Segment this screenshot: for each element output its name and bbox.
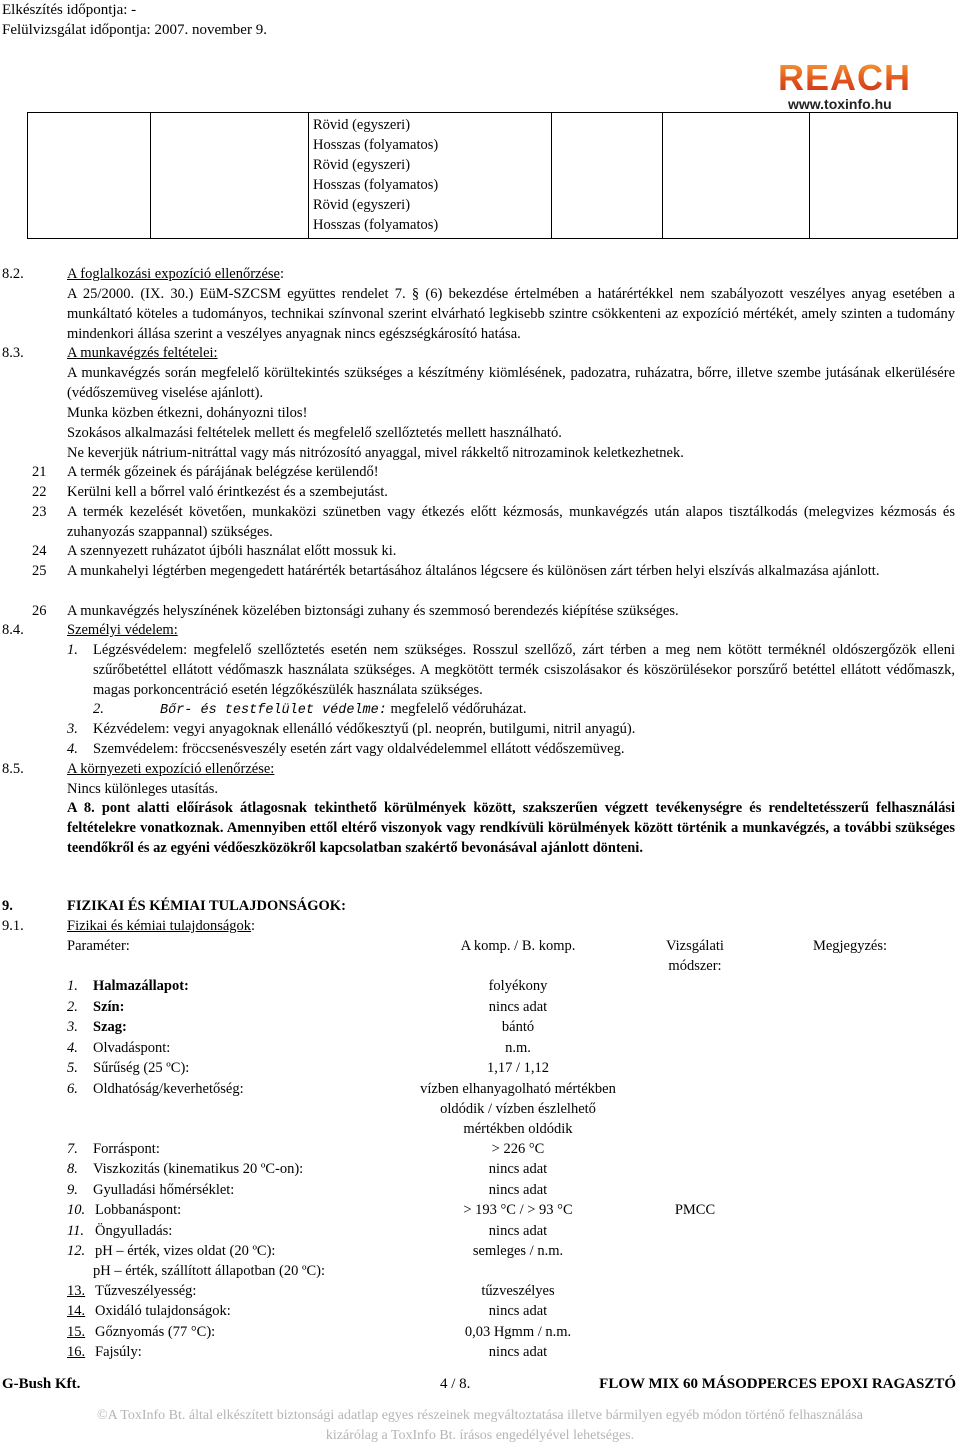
property-value: nincs adat	[488, 999, 548, 1015]
footer-product: FLOW MIX 60 MÁSODPERCES EPOXI RAGASZTÓ	[599, 1376, 956, 1392]
document-header	[2, 0, 267, 40]
footer-page: 4 / 8.	[440, 1376, 471, 1392]
property-value: 0,03 Hgmm / n.m.	[464, 1324, 572, 1340]
property-value: 1,17 / 1,12	[486, 1060, 550, 1076]
paragraph: Nincs különleges utasítás.	[67, 781, 219, 797]
logo-brand: REACH	[778, 60, 936, 96]
property-label: Szín:	[93, 999, 125, 1015]
phrase-number: 23	[32, 504, 47, 520]
phrase-text: A szennyezett ruházatot újbóli használat előtt mossuk ki.	[67, 543, 397, 559]
phrase-number: 25	[32, 563, 47, 579]
property-label: Halmazállapot:	[93, 978, 189, 994]
property-label: Oldhatóság/keverhetőség:	[93, 1081, 244, 1097]
table-cell-duration	[309, 113, 552, 239]
table-cell	[552, 113, 663, 239]
property-value: folyékony	[488, 978, 548, 994]
duration-row: Rövid (egyszeri)	[313, 117, 411, 133]
revision-date: Felülvizsgálat időpontja: 2007. november 9.	[2, 22, 267, 38]
property-label: pH – érték, vizes oldat (20 ºC):	[95, 1243, 276, 1259]
property-number: 11.	[67, 1223, 85, 1239]
property-value: > 226 °C	[491, 1141, 545, 1157]
exposure-table	[27, 112, 958, 239]
property-value: semleges / n.m.	[472, 1243, 564, 1259]
property-label: Gyulladási hőmérséklet:	[93, 1182, 235, 1198]
property-label: Fajsúly:	[95, 1344, 142, 1360]
paragraph: Ne keverjük nátrium-nitráttal vagy más nitrózosító anyaggal, mivel rákkeltő nitrozaminok keletkezhetnek.	[67, 445, 684, 461]
property-value: nincs adat	[488, 1182, 548, 1198]
phrase-number: 24	[32, 543, 47, 559]
section-title: Fizikai és kémiai tulajdonságok:	[67, 918, 256, 934]
property-number: 1.	[67, 978, 78, 994]
section-number: 9.	[2, 898, 13, 914]
property-number: 3.	[67, 1019, 78, 1035]
footer-company: G-Bush Kft.	[2, 1376, 81, 1392]
eye-protection: Szemvédelem: fröccsenésveszély esetén zárt vagy oldalvédelemmel ellátott védőszemüveg.	[93, 741, 625, 757]
property-number: 15.	[67, 1324, 86, 1340]
property-number: 4.	[67, 1040, 78, 1056]
reach-logo	[778, 57, 936, 114]
property-number: 7.	[67, 1141, 78, 1157]
property-label: pH – érték, szállított állapotban (20 ºC):	[93, 1263, 326, 1279]
column-header-param: Paraméter:	[67, 938, 130, 954]
paragraph: Szokásos alkalmazási feltételek mellett és megfelelő szellőztetés mellett használható.	[67, 425, 562, 441]
duration-row: Hosszas (folyamatos)	[313, 217, 439, 233]
property-number: 5.	[67, 1060, 78, 1076]
hand-protection: Kézvédelem: vegyi anyagoknak ellenálló védőkesztyű (pl. neoprén, butilgumi, nitril anyagú).	[93, 721, 636, 737]
paragraph: Munka közben étkezni, dohányozni tilos!	[67, 405, 308, 421]
phrase-number: 22	[32, 484, 47, 500]
phrase-number: 26	[32, 603, 47, 619]
property-label: Sűrűség (25 ºC):	[93, 1060, 190, 1076]
section-title: A környezeti expozíció ellenőrzése:	[67, 761, 275, 777]
property-number: 16.	[67, 1344, 86, 1360]
section-number: 8.3.	[2, 345, 24, 361]
phrase-text: A termék gőzeinek és párájának belégzése kerülendő!	[67, 464, 379, 480]
section-text: A 25/2000. (IX. 30.) EüM-SZCSM együttes rendelet 7. § (6) bekezdése értelmében a határértékkel nem szabályozott veszélyes anyag esetében a munkáltató köteles a tudományos, technikai színvonal szerint elvárható legkisebb szintre csökkenteni az expozíció mértékét, amely szinten a tudomány mindenkori állása szerint a veszélyes anyagnak nincs egészségkárosító hatása.	[67, 286, 955, 342]
property-number: 10.	[67, 1202, 86, 1218]
table-cell	[810, 113, 958, 239]
column-header-comp: A komp. / B. komp.	[460, 938, 576, 954]
property-label: Forráspont:	[93, 1141, 160, 1157]
list-number: 3.	[67, 721, 78, 737]
property-label: Oxidáló tulajdonságok:	[95, 1303, 231, 1319]
respiratory-protection: Légzésvédelem: megfelelő szellőztetés esetén nem szükséges. Rosszul szellőző, zárt térben a meg nem kötött terméknél oldószergőzök elleni szűrőbetéttel ellátott védőmaszk használata szükséges. A megkötött termék csiszolásakor és köszörülésekor porszűrő betéttel ellátott védőmaszk, magas porkoncentráció esetén légzőkészülék használata szükséges.	[93, 642, 955, 698]
phrase-text: A munkavégzés helyszínének közelében biztonsági zuhany és szemmosó berendezés kiépítése szükséges.	[67, 603, 679, 619]
section-number: 9.1.	[2, 918, 24, 934]
property-value: nincs adat	[488, 1344, 548, 1360]
duration-row: Hosszas (folyamatos)	[313, 137, 439, 153]
section-number: 8.2.	[2, 266, 24, 282]
property-label: Gőznyomás (77 °C):	[95, 1324, 216, 1340]
section-number: 8.4.	[2, 622, 24, 638]
property-number: 9.	[67, 1182, 78, 1198]
skin-protection: Bőr- és testfelület védelme: megfelelő védőruházat.	[160, 701, 527, 718]
property-value: tűzveszélyes	[481, 1283, 555, 1299]
section-title: Személyi védelem:	[67, 622, 178, 638]
list-number: 1.	[67, 642, 78, 658]
duration-row: Hosszas (folyamatos)	[313, 177, 439, 193]
property-method: PMCC	[674, 1202, 716, 1218]
section-title: A foglalkozási expozíció ellenőrzése:	[67, 266, 285, 282]
property-label: Szag:	[93, 1019, 127, 1035]
phrase-number: 21	[32, 464, 47, 480]
copyright-line: ©A ToxInfo Bt. által elkészített biztonsági adatlap egyes részeinek megváltoztatása illetve bármilyen egyéb módon történő felhasználása	[97, 1408, 863, 1423]
created-date: Elkészítés időpontja: -	[2, 2, 137, 18]
property-value: nincs adat	[488, 1223, 548, 1239]
copyright-line: kizárólag a ToxInfo Bt. írásos engedélyével lehetséges.	[325, 1428, 635, 1443]
property-label: Lobbanáspont:	[95, 1202, 182, 1218]
property-number: 2.	[67, 999, 78, 1015]
property-value: bántó	[501, 1019, 535, 1035]
property-label: Viszkozitás (kinematikus 20 ºC-on):	[93, 1161, 304, 1177]
duration-row: Rövid (egyszeri)	[313, 197, 411, 213]
property-number: 6.	[67, 1081, 78, 1097]
property-number: 12.	[67, 1243, 86, 1259]
list-number: 4.	[67, 741, 78, 757]
phrase-text: A munkahelyi légtérben megengedett határérték betartásához általános légcsere és különösen zárt térben helyi elszívás alkalmazása ajánlott.	[67, 563, 880, 579]
logo-url: www.toxinfo.hu	[788, 96, 892, 112]
property-number: 13.	[67, 1283, 86, 1299]
column-header-note: Megjegyzés:	[812, 938, 888, 954]
table-cell	[28, 113, 151, 239]
duration-row: Rövid (egyszeri)	[313, 157, 411, 173]
property-number: 8.	[67, 1161, 78, 1177]
property-number: 14.	[67, 1303, 86, 1319]
list-number: 2.	[93, 701, 104, 717]
paragraph: A munkavégzés során megfelelő körültekintés szükséges a készítmény kiömlésének, padozatra, ruházatra, bőrre, illetve szembe jutásának elkerülésére (védőszemüveg viselése ajánlott).	[67, 365, 955, 401]
section-number: 8.5.	[2, 761, 24, 777]
section-title: FIZIKAI ÉS KÉMIAI TULAJDONSÁGOK:	[67, 898, 346, 914]
table-cell	[151, 113, 309, 239]
property-value: nincs adat	[488, 1303, 548, 1319]
bold-notice: A 8. pont alatti előírások átlagosnak tekinthető körülmények között, szakszerűen végzett tevékenységre és rendeltetésszerű felhasználási feltételekre vonatkoznak. Amennyiben ettől eltérő viszonyok vagy rendkívüli körülmények között történik a munkavégzés, a további szükséges teendőkről és az egyéni védőeszközökről kapcsolatban szakértő bevonásával ajánlott dönteni.	[67, 800, 955, 856]
section-title: A munkavégzés feltételei:	[67, 345, 218, 361]
property-value: n.m.	[505, 1040, 531, 1056]
property-value: nincs adat	[488, 1161, 548, 1177]
property-value: vízben elhanyagolható mértékben oldódik / vízben észlelhető mértékben oldódik	[420, 1081, 616, 1137]
property-value: > 193 °C / > 93 °C	[463, 1202, 573, 1218]
column-header-method: Vizsgálati módszer:	[666, 938, 724, 974]
phrase-text: Kerülni kell a bőrrel való érintkezést és a szembejutást.	[67, 484, 388, 500]
property-label: Öngyulladás:	[95, 1223, 173, 1239]
property-label: Olvadáspont:	[93, 1040, 171, 1056]
table-cell	[663, 113, 810, 239]
phrase-text: A termék kezelését követően, munkaközi szünetben vagy étkezés előtt kézmosás, munkavégzés után alapos tisztálkodás (melegvizes kézmosás és zuhanyozás szappannal) szükséges.	[67, 504, 955, 540]
property-label: Tűzveszélyesség:	[95, 1283, 197, 1299]
